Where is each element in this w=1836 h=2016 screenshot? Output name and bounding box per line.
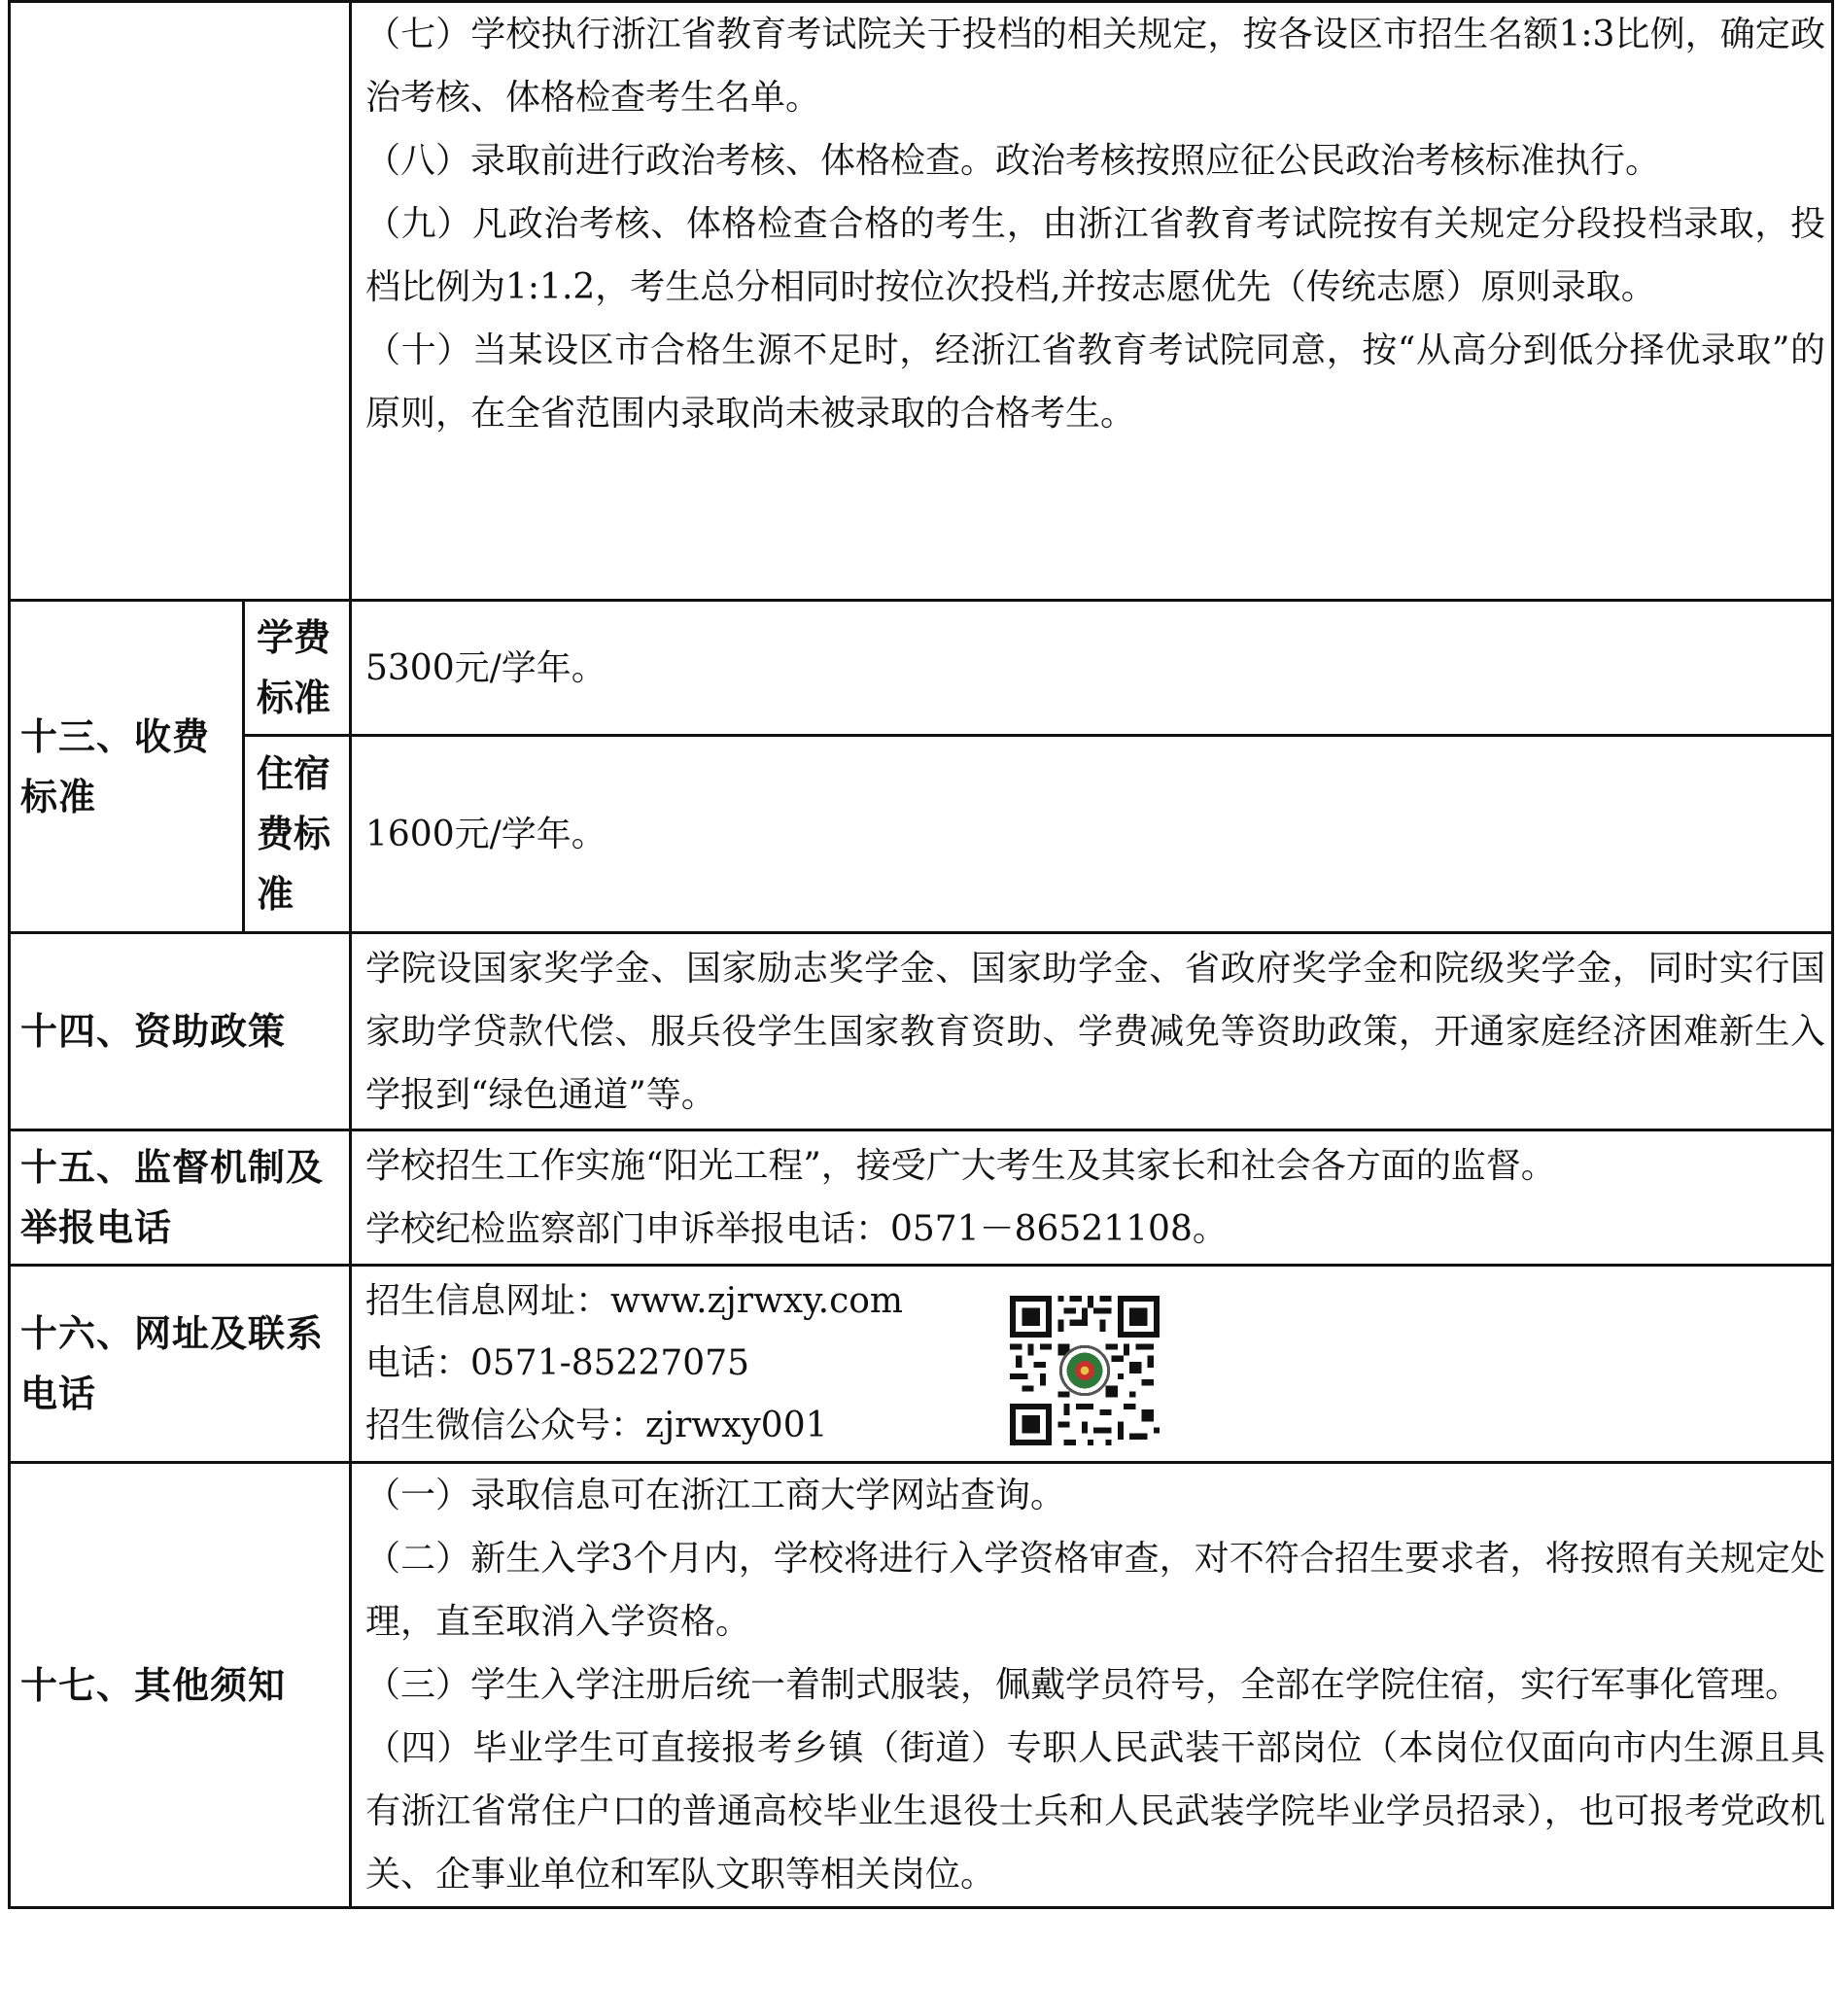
aid-heading: 十四、资助政策 — [10, 933, 351, 1130]
supervision-phone: 学校纪检监察部门申诉举报电话：0571－86521108。 — [365, 1209, 1228, 1249]
table-row — [10, 1266, 1833, 1463]
contact-wechat: 招生微信公众号：zjrwxy001 — [365, 1406, 828, 1445]
table-row — [10, 1463, 1833, 1908]
contact-cell — [351, 1266, 1833, 1463]
contact-phone: 电话：0571-85227075 — [365, 1343, 750, 1383]
contact-heading: 十六、网址及联系电话 — [10, 1266, 351, 1463]
rule-item-9: （九）凡政治考核、体格检查合格的考生，由浙江省教育考试院按有关规定分段投档录取，投档比例为1:1.2，考生总分相同时按位次投档,并按志愿优先（传统志愿）原则录取。 — [365, 204, 1825, 307]
table-row — [10, 601, 1833, 736]
tuition-label: 学费标准 — [244, 601, 351, 736]
lodging-value: 1600元/学年。 — [351, 736, 1833, 933]
table-row — [10, 736, 1833, 933]
fees-heading: 十三、收费标准 — [10, 601, 244, 933]
aid-text: 学院设国家奖学金、国家励志奖学金、国家助学金、省政府奖学金和院级奖学金，同时实行国家助学贷款代偿、服兵役学生国家教育资助、学费减免等资助政策，开通家庭经济困难新生入学报到“绿色通道”等。 — [351, 933, 1833, 1130]
admission-rules-cell — [351, 2, 1833, 601]
note-item-1: （一）录取信息可在浙江工商大学网站查询。 — [365, 1476, 1066, 1515]
notes-heading: 十七、其他须知 — [10, 1463, 351, 1908]
table-row — [10, 1130, 1833, 1266]
supervision-cell — [351, 1130, 1833, 1266]
tuition-value: 5300元/学年。 — [351, 601, 1833, 736]
qr-code-icon — [1010, 1296, 1160, 1445]
notes-cell — [351, 1463, 1833, 1908]
note-item-2: （二）新生入学3个月内，学校将进行入学资格审查，对不符合招生要求者，将按照有关规定处理，直至取消入学资格。 — [365, 1539, 1825, 1642]
table-row — [10, 2, 1833, 601]
rule-item-8: （八）录取前进行政治考核、体格检查。政治考核按照应征公民政治考核标准执行。 — [365, 141, 1661, 181]
table-row — [10, 933, 1833, 1130]
rule-item-10: （十）当某设区市合格生源不足时，经浙江省教育考试院同意，按“从高分到低分择优录取”的原则，在全省范围内录取尚未被录取的合格考生。 — [365, 330, 1825, 434]
empty-heading-cell — [10, 2, 351, 601]
note-item-3: （三）学生入学注册后统一着制式服装，佩戴学员符号，全部在学院住宿，实行军事化管理。 — [365, 1665, 1801, 1705]
admissions-table — [8, 0, 1834, 1909]
note-item-4: （四）毕业学生可直接报考乡镇（街道）专职人民武装干部岗位（本岗位仅面向市内生源且具有浙江省常住户口的普通高校毕业生退役士兵和人民武装学院毕业学员招录），也可报考党政机关、企事业单位和军队文职等相关岗位。 — [365, 1728, 1825, 1894]
lodging-label: 住宿费标准 — [244, 736, 351, 933]
supervision-line-1: 学校招生工作实施“阳光工程”，接受广大考生及其家长和社会各方面的监督。 — [365, 1146, 1556, 1186]
supervision-heading: 十五、监督机制及举报电话 — [10, 1130, 351, 1266]
contact-website[interactable]: 招生信息网址：www.zjrwxy.com — [365, 1281, 904, 1321]
rule-item-7: （七）学校执行浙江省教育考试院关于投档的相关规定，按各设区市招生名额1:3比例，确定政治考核、体格检查考生名单。 — [365, 15, 1825, 118]
